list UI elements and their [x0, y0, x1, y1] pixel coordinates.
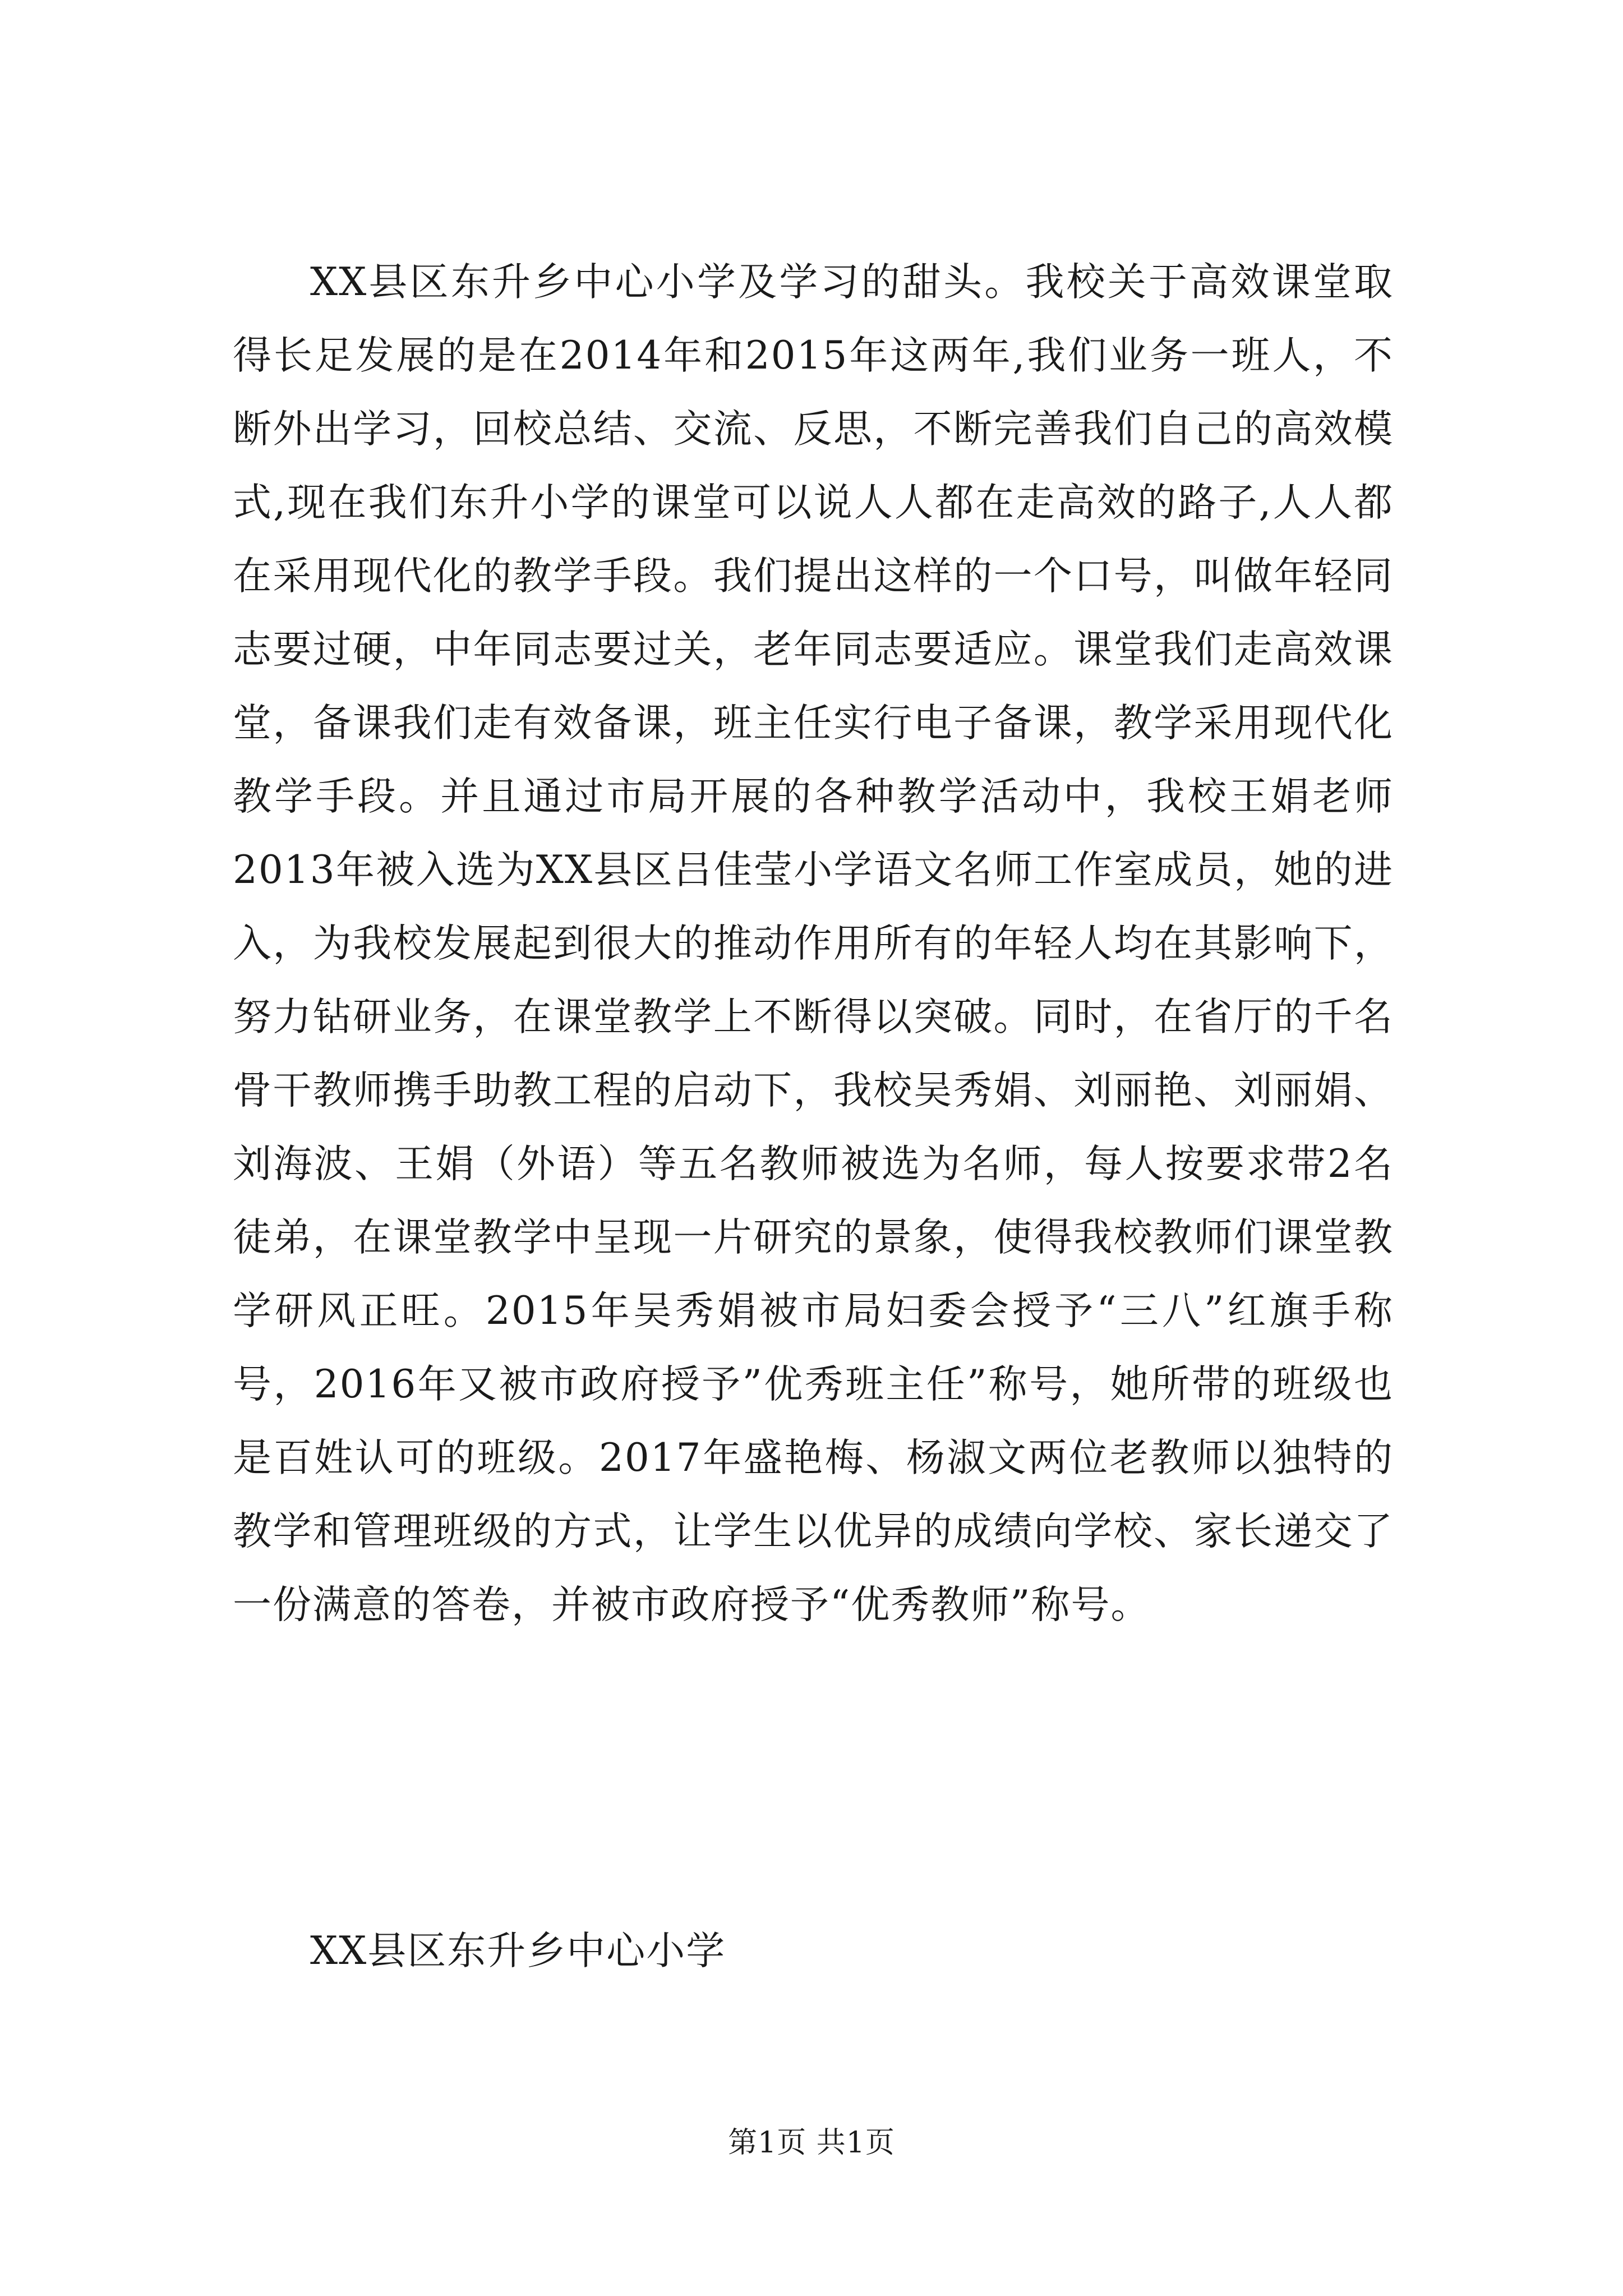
- page-footer: 第1页 共1页: [728, 2126, 895, 2160]
- body-paragraph: XX县区东升乡中心小学及学习的甜头。我校关于高效课堂取得长足发展的是在2014年和2015年这两年,我们业务一班人，不断外出学习，回校总结、交流、反思，不断完善我们自己的高效模式,现在我们东升小学的课堂可以说人人都在走高效的路子,人人都在采用现代化的教学手段。我们提出这样的一个口号，叫做年轻同志要过硬，中年同志要过关，老年同志要适应。课堂我们走高效课堂，备课我们走有效备课，班主任实行电子备课，教学采用现代化教学手段。并且通过市局开展的各种教学活动中，我校王娟老师2013年被入选为XX县区吕佳莹小学语文名师工作室成员，她的进入，为我校发展起到很大的推动作用所有的年轻人均在其影响下，努力钻研业务，在课堂教学上不断得以突破。同时，在省厅的千名骨干教师携手助教工程的启动下，我校吴秀娟、刘丽艳、刘丽娟、刘海波、王娟（外语）等五名教师被选为名师，每人按要求带2名徒弟，在课堂教学中呈现一片研究的景象，使得我校教师们课堂教学研风正旺。2015年吴秀娟被市局妇委会授予“三八”红旗手称号，2016年又被市政府授予”优秀班主任”称号，她所带的班级也是百姓认可的班级。2017年盛艳梅、杨淑文两位老教师以独特的教学和管理班级的方式，让学生以优异的成绩向学校、家长递交了一份满意的答卷，并被市政府授予“优秀教师”称号。: [233, 260, 1394, 1627]
- signature-line: XX县区东升乡中心小学: [310, 1929, 726, 1973]
